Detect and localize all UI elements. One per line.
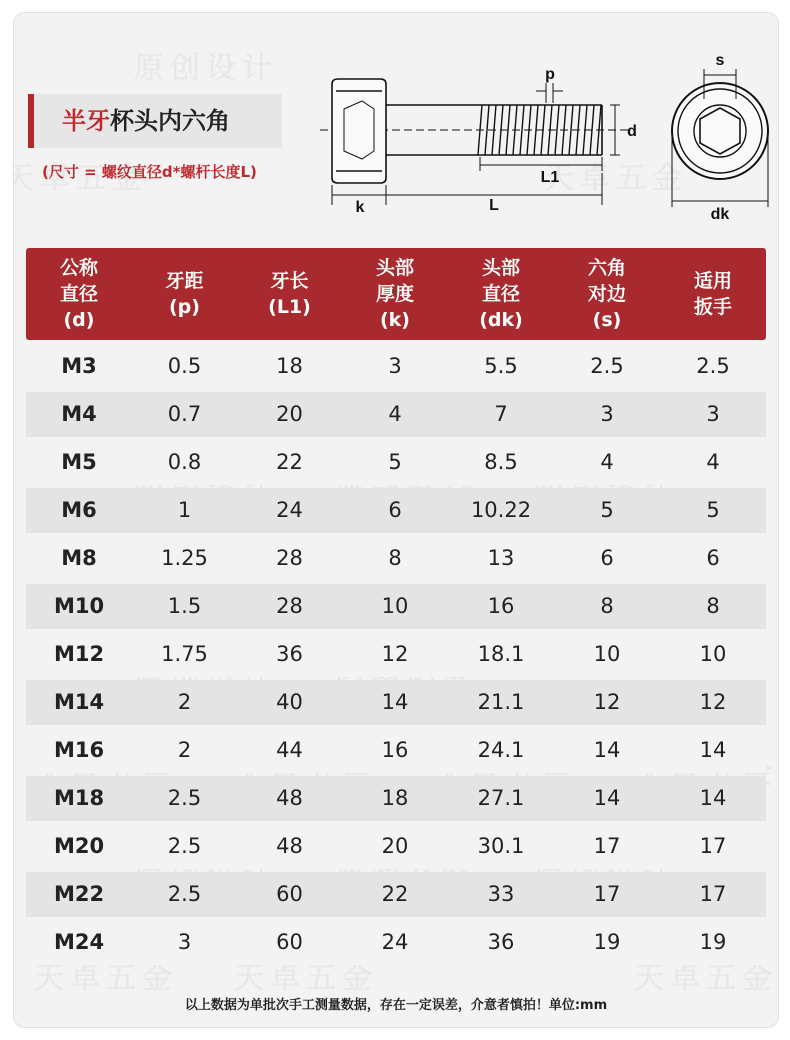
label-l: L bbox=[489, 197, 499, 214]
table-row bbox=[26, 920, 766, 965]
cell-pitch: 1 bbox=[177, 498, 192, 522]
cell-nominal-diameter: M10 bbox=[53, 594, 105, 618]
cell-head-diameter: 36 bbox=[487, 930, 515, 954]
table-row bbox=[26, 440, 766, 485]
cell-head-height: 4 bbox=[388, 402, 402, 426]
cell-head-diameter: 16 bbox=[487, 594, 515, 618]
cell-head-height: 12 bbox=[381, 642, 409, 666]
cell-hex-size: 6 bbox=[600, 546, 614, 570]
cell-head-height: 14 bbox=[381, 690, 409, 714]
cell-head-height: 6 bbox=[388, 498, 402, 522]
cell-head-height: 22 bbox=[381, 882, 409, 906]
cell-hex-size: 12 bbox=[593, 690, 621, 714]
label-l1: L1 bbox=[540, 169, 560, 186]
header-thread-length: 牙长 (L1) bbox=[268, 270, 311, 318]
cell-wrench: 6 bbox=[706, 546, 720, 570]
page-title bbox=[62, 94, 230, 148]
cell-wrench: 3 bbox=[706, 402, 720, 426]
cell-wrench: 10 bbox=[699, 642, 727, 666]
header-hex-size: 六角 对边 (s) bbox=[587, 257, 626, 331]
spec-card bbox=[13, 12, 779, 1028]
cell-thread-length: 36 bbox=[276, 642, 303, 666]
cell-nominal-diameter: M16 bbox=[53, 738, 105, 762]
cell-wrench: 4 bbox=[706, 450, 720, 474]
cell-nominal-diameter: M8 bbox=[61, 546, 97, 570]
cell-head-height: 18 bbox=[381, 786, 409, 810]
cell-pitch: 0.8 bbox=[167, 450, 202, 474]
cell-wrench: 12 bbox=[699, 690, 727, 714]
label-s: s bbox=[715, 52, 725, 69]
table-row bbox=[26, 728, 766, 773]
table-row bbox=[26, 344, 766, 389]
cell-head-height: 3 bbox=[388, 354, 402, 378]
table-row bbox=[26, 536, 766, 581]
cell-nominal-diameter: M12 bbox=[53, 642, 105, 666]
cell-head-diameter: 13 bbox=[487, 546, 515, 570]
cell-thread-length: 28 bbox=[276, 546, 303, 570]
cell-nominal-diameter: M3 bbox=[61, 354, 97, 378]
cell-nominal-diameter: M5 bbox=[61, 450, 97, 474]
watermark bbox=[134, 43, 278, 87]
cell-thread-length: 24 bbox=[276, 498, 303, 522]
header-pitch: 牙距 (p) bbox=[165, 270, 204, 318]
cell-head-diameter: 5.5 bbox=[484, 354, 518, 378]
header-wrench: 适用 扳手 bbox=[693, 270, 732, 318]
cell-wrench: 14 bbox=[699, 786, 727, 810]
label-dk: dk bbox=[710, 206, 730, 223]
cell-wrench: 5 bbox=[706, 498, 720, 522]
cell-thread-length: 60 bbox=[276, 882, 303, 906]
cell-nominal-diameter: M14 bbox=[53, 690, 105, 714]
cell-hex-size: 17 bbox=[593, 882, 621, 906]
cell-head-diameter: 33 bbox=[487, 882, 515, 906]
cell-thread-length: 22 bbox=[276, 450, 303, 474]
cell-hex-size: 14 bbox=[593, 786, 621, 810]
cell-nominal-diameter: M4 bbox=[61, 402, 97, 426]
cell-head-diameter: 18.1 bbox=[477, 642, 525, 666]
cell-pitch: 2 bbox=[177, 690, 192, 714]
title-accent-bar bbox=[28, 94, 34, 148]
size-note: (尺寸 = 螺纹直径d*螺杆长度L) bbox=[42, 163, 257, 181]
cell-hex-size: 3 bbox=[600, 402, 614, 426]
cell-wrench: 14 bbox=[699, 738, 727, 762]
cell-head-diameter: 10.22 bbox=[470, 498, 532, 522]
table-row bbox=[26, 680, 766, 725]
table-row bbox=[26, 776, 766, 821]
table-row bbox=[26, 824, 766, 869]
table-row bbox=[26, 488, 766, 533]
cell-pitch: 2.5 bbox=[167, 882, 202, 906]
label-k: k bbox=[355, 199, 365, 216]
header-head-diameter: 头部 直径 (dk) bbox=[479, 257, 523, 331]
cell-wrench: 17 bbox=[699, 834, 727, 858]
cell-head-diameter: 8.5 bbox=[484, 450, 518, 474]
cell-pitch: 0.5 bbox=[167, 354, 202, 378]
cell-hex-size: 5 bbox=[600, 498, 614, 522]
cell-nominal-diameter: M24 bbox=[53, 930, 105, 954]
cell-head-diameter: 30.1 bbox=[477, 834, 525, 858]
cell-head-diameter: 27.1 bbox=[477, 786, 525, 810]
cell-hex-size: 2.5 bbox=[590, 354, 624, 378]
title-main: 杯头内六角 bbox=[110, 107, 230, 135]
cell-wrench: 19 bbox=[699, 930, 727, 954]
cell-thread-length: 18 bbox=[276, 354, 303, 378]
cell-wrench: 2.5 bbox=[696, 354, 730, 378]
cell-head-height: 24 bbox=[381, 930, 409, 954]
cell-thread-length: 28 bbox=[276, 594, 303, 618]
cell-thread-length: 60 bbox=[276, 930, 303, 954]
cell-nominal-diameter: M6 bbox=[61, 498, 97, 522]
cell-hex-size: 19 bbox=[593, 930, 621, 954]
cell-nominal-diameter: M22 bbox=[53, 882, 105, 906]
cell-head-diameter: 24.1 bbox=[477, 738, 525, 762]
cell-head-height: 20 bbox=[381, 834, 409, 858]
cell-thread-length: 48 bbox=[276, 834, 303, 858]
table-row bbox=[26, 872, 766, 917]
cell-thread-length: 40 bbox=[276, 690, 303, 714]
table-row bbox=[26, 632, 766, 677]
cell-pitch: 2 bbox=[177, 738, 192, 762]
cell-head-height: 5 bbox=[388, 450, 402, 474]
cell-head-diameter: 7 bbox=[494, 402, 508, 426]
cell-pitch: 2.5 bbox=[167, 786, 202, 810]
footnote: 以上数据为单批次手工测量数据，存在一定误差，介意者慎拍！单位:mm bbox=[184, 998, 608, 1013]
cell-hex-size: 10 bbox=[593, 642, 621, 666]
cell-wrench: 8 bbox=[706, 594, 720, 618]
cell-pitch: 2.5 bbox=[167, 834, 202, 858]
cell-hex-size: 8 bbox=[600, 594, 614, 618]
table-row bbox=[26, 584, 766, 629]
cell-wrench: 17 bbox=[699, 882, 727, 906]
label-p: p bbox=[545, 66, 555, 83]
cell-nominal-diameter: M18 bbox=[53, 786, 105, 810]
label-d: d bbox=[627, 123, 637, 140]
title-box bbox=[28, 94, 282, 148]
header-head-height: 头部 厚度 (k) bbox=[375, 257, 414, 331]
cell-head-height: 10 bbox=[381, 594, 409, 618]
table-header bbox=[26, 248, 766, 340]
cell-thread-length: 20 bbox=[276, 402, 303, 426]
cell-pitch: 3 bbox=[177, 930, 192, 954]
cell-pitch: 1.5 bbox=[167, 594, 202, 618]
screw-diagram bbox=[310, 39, 770, 229]
cell-head-diameter: 21.1 bbox=[477, 690, 525, 714]
cell-hex-size: 14 bbox=[593, 738, 621, 762]
cell-head-height: 16 bbox=[381, 738, 409, 762]
header-nominal-diameter: 公称 直径 (d) bbox=[59, 257, 98, 331]
cell-thread-length: 48 bbox=[276, 786, 303, 810]
cell-pitch: 1.25 bbox=[161, 546, 208, 570]
cell-thread-length: 44 bbox=[276, 738, 303, 762]
cell-head-height: 8 bbox=[388, 546, 402, 570]
table-row bbox=[26, 392, 766, 437]
cell-pitch: 1.75 bbox=[161, 642, 208, 666]
cell-nominal-diameter: M20 bbox=[53, 834, 105, 858]
cell-hex-size: 17 bbox=[593, 834, 621, 858]
cell-pitch: 0.7 bbox=[167, 402, 202, 426]
cell-hex-size: 4 bbox=[600, 450, 614, 474]
title-accent: 半牙 bbox=[62, 107, 110, 135]
